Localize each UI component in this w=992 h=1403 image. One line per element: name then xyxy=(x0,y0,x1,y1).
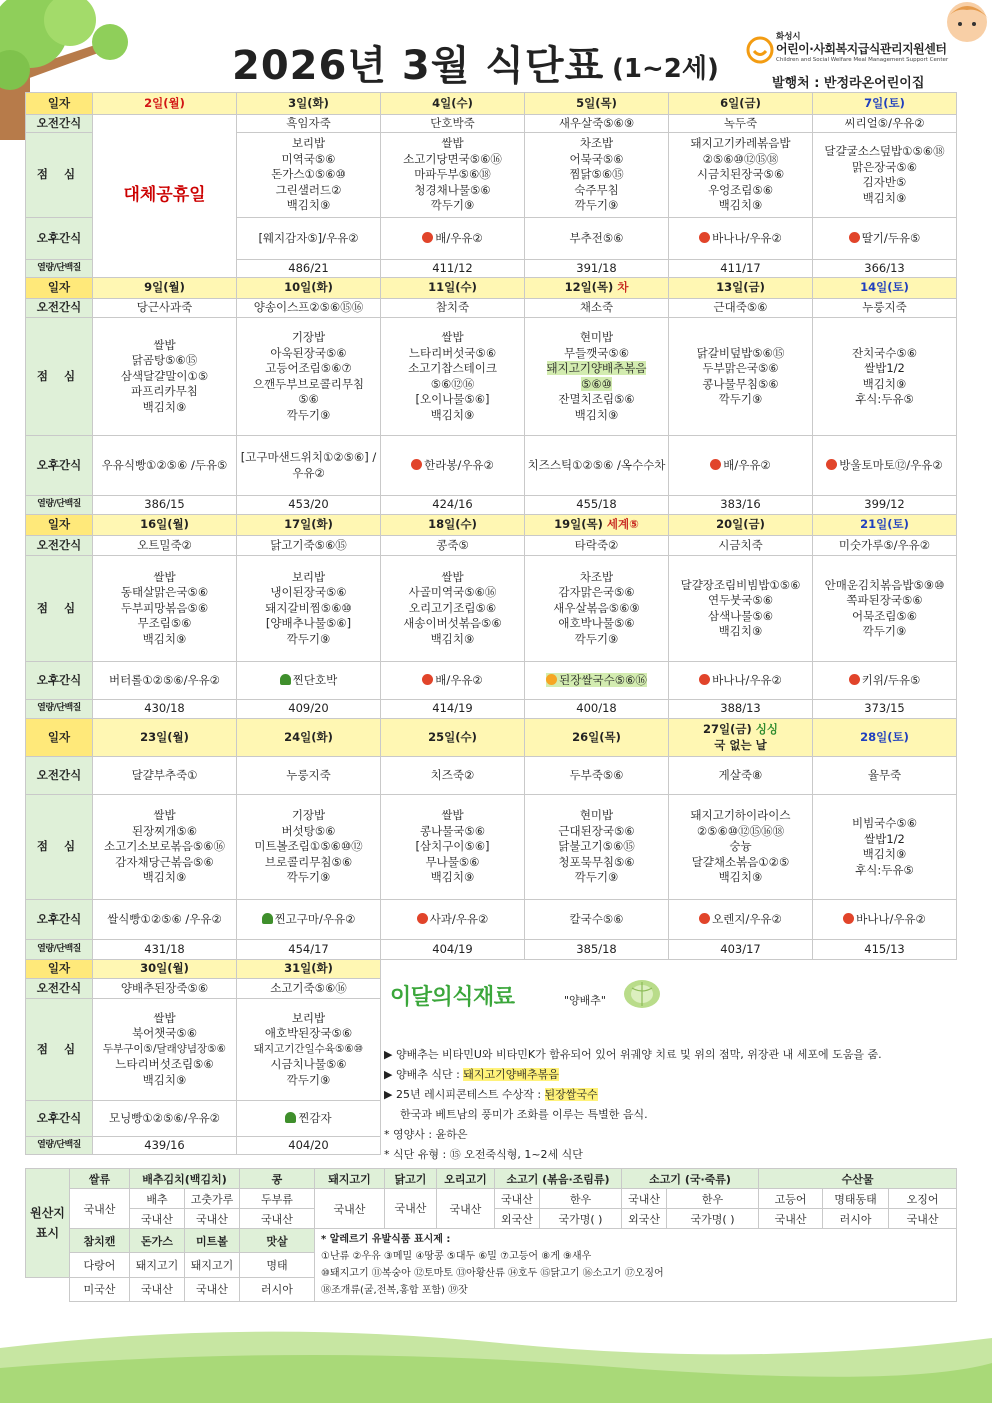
date-cell: 24일(화) xyxy=(237,719,381,757)
origin-sub: 고춧가루 xyxy=(185,1189,240,1209)
date-label: 일자 xyxy=(26,93,93,115)
origin-header: 배추김치(백김치) xyxy=(130,1169,240,1189)
origin-header: 소고기 (국·죽류) xyxy=(622,1169,759,1189)
date-row xyxy=(26,278,957,299)
origin-sub: 오징어 xyxy=(889,1189,957,1209)
kcal-cell: 486/21 xyxy=(237,260,381,278)
pm-snack-cell: 찐감자 xyxy=(237,1101,381,1137)
origin-value: 외국산 xyxy=(495,1209,540,1229)
date-row xyxy=(26,515,957,536)
org-english-name: Children and Social Welfare Meal Management Support Center xyxy=(776,57,949,63)
origin-sub: 고등어 xyxy=(759,1189,823,1209)
pm-snack-cell: 배/우유② xyxy=(381,662,525,700)
kcal-cell: 415/13 xyxy=(813,940,957,960)
am-snack-cell: 콩죽⑤ xyxy=(381,536,525,556)
origin-value: 국내산 xyxy=(240,1209,315,1229)
lunch-cell: 보리밥 냉이된장국⑤⑥ 돼지갈비찜⑤⑥⑩ [양배추나물⑤⑥] 깍두기⑨ xyxy=(237,556,381,662)
origin-sub: 두부류 xyxy=(240,1189,315,1209)
fruit-icon xyxy=(699,913,710,924)
lunch-row xyxy=(26,795,957,900)
origin-value: 미국산 xyxy=(70,1277,130,1301)
holiday-text: 대체공휴일 xyxy=(123,184,206,205)
lunch-cell: 돼지고기카레볶음밥 ②⑤⑥⑩⑫⑮⑱ 시금치된장국⑤⑥ 우엉조림⑤⑥ 백김치⑨ xyxy=(669,133,813,218)
date-cell: 16일(월) xyxy=(93,515,237,536)
lunch-cell: 쌀밥 느타리버섯국⑤⑥ 소고기찹스테이크 ⑤⑥⑫⑯ [오이나물⑤⑥] 백김치⑨ xyxy=(381,318,525,436)
date-cell: 21일(토) xyxy=(813,515,957,536)
date-cell: 10일(화) xyxy=(237,278,381,299)
am-snack-cell: 닭고기죽⑤⑥⑮ xyxy=(237,536,381,556)
origin-value: 국내산 xyxy=(315,1189,385,1229)
lunch-label: 점 심 xyxy=(26,556,93,662)
date-cell: 14일(토) xyxy=(813,278,957,299)
recipe-desc: 한국과 베트남의 풍미가 조화를 이루는 특별한 음식. xyxy=(400,1108,648,1121)
origin-value: 국내산 xyxy=(759,1209,823,1229)
origin-header-row xyxy=(26,1229,957,1253)
origin-value: 한우 xyxy=(667,1189,759,1209)
lunch-row xyxy=(26,318,957,436)
origin-value: 국내산 xyxy=(130,1277,185,1301)
pm-snack-cell: 치즈스틱①②⑤⑥ /옥수수차 xyxy=(525,436,669,496)
am-snack-label: 오전간식 xyxy=(26,979,93,999)
pm-snack-cell: 쌀식빵①②⑤⑥ /우유② xyxy=(93,900,237,940)
am-snack-label: 오전간식 xyxy=(26,115,93,133)
holiday-cell xyxy=(93,115,237,278)
kcal-cell: 388/13 xyxy=(669,700,813,719)
origin-header: 쌀류 xyxy=(70,1169,130,1189)
pm-snack-cell: 방울토마토⑫/우유② xyxy=(813,436,957,496)
day-event-tag: 세계⑤ xyxy=(606,517,639,532)
kcal-row xyxy=(26,940,957,960)
day-event-tag: 차 xyxy=(617,280,629,295)
origin-sub: 배추 xyxy=(130,1189,185,1209)
lunch-cell: 차조밥 어묵국⑤⑥ 찜닭⑤⑥⑮ 숙주무침 깍두기⑨ xyxy=(525,133,669,218)
fruit-icon xyxy=(826,459,837,470)
pm-snack-label: 오후간식 xyxy=(26,218,93,260)
grass-decoration xyxy=(0,1308,992,1403)
lunch-label: 점 심 xyxy=(26,999,93,1101)
kcal-cell: 439/16 xyxy=(93,1137,237,1155)
origin-value: 국가명( ) xyxy=(540,1209,622,1229)
lunch-cell: 쌀밥 닭곰탕⑤⑥⑮ 삼색달걀말이①⑤ 파프리카무침 백김치⑨ xyxy=(93,318,237,436)
am-snack-cell: 참치죽 xyxy=(381,299,525,318)
recipe-award-icon xyxy=(546,674,557,685)
lunch-cell: 쌀밥 콩나물국⑤⑥ [삼치구이⑤⑥] 무나물⑤⑥ 백김치⑨ xyxy=(381,795,525,900)
pm-snack-label: 오후간식 xyxy=(26,900,93,940)
pm-snack-cell: 배/우유② xyxy=(381,218,525,260)
ingredient-name: "양배추" xyxy=(564,994,606,1007)
no-soup-day: 국 없는 날 xyxy=(714,737,767,752)
lunch-label: 점 심 xyxy=(26,318,93,436)
origin-value: 러시아 xyxy=(240,1277,315,1301)
origin-value: 국내산 xyxy=(622,1189,667,1209)
kcal-cell: 411/17 xyxy=(669,260,813,278)
kcal-cell: 430/18 xyxy=(93,700,237,719)
date-label: 일자 xyxy=(26,278,93,299)
am-snack-cell: 녹두죽 xyxy=(669,115,813,133)
origin-header: 돈가스 xyxy=(130,1229,185,1253)
date-cell: 28일(토) xyxy=(813,719,957,757)
am-snack-cell: 치즈죽② xyxy=(381,757,525,795)
date-label: 일자 xyxy=(26,719,93,757)
am-snack-cell: 양송이스프②⑤⑥⑮⑯ xyxy=(237,299,381,318)
origin-header: 소고기 (볶음·조림류) xyxy=(495,1169,622,1189)
ingredient-menu: ▶ 양배추 식단 : 돼지고기양배추볶음 xyxy=(384,1068,559,1081)
origin-header: 돼지고기 xyxy=(315,1169,385,1189)
menu-type: * 식단 유형 : ⑮ 오전죽식형, 1~2세 식단 xyxy=(384,1148,583,1161)
kcal-cell: 386/15 xyxy=(93,496,237,515)
pm-snack-cell: 한라봉/우유② xyxy=(381,436,525,496)
date-cell: 6일(금) xyxy=(669,93,813,115)
lunch-cell: 돼지고기하이라이스 ②⑤⑥⑩⑫⑮⑯⑱ 숭늉 달걀채소볶음①②⑤ 백김치⑨ xyxy=(669,795,813,900)
pm-snack-row xyxy=(26,662,957,700)
date-row xyxy=(26,93,957,115)
org-logo-block xyxy=(746,30,961,72)
lunch-cell: 쌀밥 소고기당면국⑤⑥⑯ 마파두부⑤⑥⑱ 청경채나물⑤⑥ 깍두기⑨ xyxy=(381,133,525,218)
kcal-cell: 383/16 xyxy=(669,496,813,515)
am-snack-cell: 미숫가루⑤/우유② xyxy=(813,536,957,556)
origin-sub: 명태 xyxy=(240,1253,315,1277)
am-snack-label: 오전간식 xyxy=(26,536,93,556)
kcal-cell: 404/19 xyxy=(381,940,525,960)
kcal-cell: 366/13 xyxy=(813,260,957,278)
am-snack-label: 오전간식 xyxy=(26,757,93,795)
origin-header: 닭고기 xyxy=(385,1169,437,1189)
origin-header: 오리고기 xyxy=(437,1169,495,1189)
am-snack-cell: 양배추된장죽⑤⑥ xyxy=(93,979,237,999)
pm-snack-cell: 찐단호박 xyxy=(237,662,381,700)
pm-snack-cell: 사과/우유② xyxy=(381,900,525,940)
smile-logo-icon xyxy=(746,36,774,64)
kcal-row xyxy=(26,700,957,719)
pm-snack-cell: 칼국수⑤⑥ xyxy=(525,900,669,940)
lunch-cell: 기장밥 버섯탕⑤⑥ 미트볼조림①⑤⑥⑩⑫ 브로콜리무침⑤⑥ 깍두기⑨ xyxy=(237,795,381,900)
pm-snack-cell: 배/우유② xyxy=(669,436,813,496)
kcal-cell: 455/18 xyxy=(525,496,669,515)
kcal-cell: 414/19 xyxy=(381,700,525,719)
kcal-row xyxy=(26,496,957,515)
date-cell: 4일(수) xyxy=(381,93,525,115)
kcal-cell: 431/18 xyxy=(93,940,237,960)
pm-snack-cell: 우유식빵①②⑤⑥ /두유⑤ xyxy=(93,436,237,496)
pm-snack-cell: 딸기/두유⑤ xyxy=(813,218,957,260)
pm-snack-label: 오후간식 xyxy=(26,662,93,700)
date-cell: 20일(금) xyxy=(669,515,813,536)
pm-snack-cell: 된장쌀국수⑤⑥⑯ xyxy=(525,662,669,700)
lunch-cell: 비빔국수⑤⑥ 쌀밥1/2 백김치⑨ 후식:두유⑤ xyxy=(813,795,957,900)
lunch-cell: 쌀밥 사골미역국⑤⑥⑯ 오리고기조림⑤⑥ 새송이버섯볶음⑤⑥ 백김치⑨ xyxy=(381,556,525,662)
fruit-icon xyxy=(710,459,721,470)
lunch-cell: 쌀밥 된장찌개⑤⑥ 소고기소보로볶음⑤⑥⑯ 감자채당근볶음⑤⑥ 백김치⑨ xyxy=(93,795,237,900)
kcal-cell: 409/20 xyxy=(237,700,381,719)
origin-sub: 돼지고기 xyxy=(130,1253,185,1277)
pm-snack-cell: 모닝빵①②⑤⑥/우유② xyxy=(93,1101,237,1137)
kcal-cell: 373/15 xyxy=(813,700,957,719)
am-snack-cell: 달걀부추죽① xyxy=(93,757,237,795)
org-name: 어린이·사회복지급식관리지원센터 xyxy=(776,42,947,56)
page-title: 2026년 3월 식단표 xyxy=(232,43,605,89)
publisher: 발행처 : 반정라온어린이집 xyxy=(772,76,925,91)
origin-row xyxy=(26,1189,957,1209)
pm-snack-label: 오후간식 xyxy=(26,436,93,496)
date-cell: 12일(목) 차 xyxy=(525,278,669,299)
pm-snack-cell: 찐고구마/우유② xyxy=(237,900,381,940)
ingredient-title: 이달의식재료 xyxy=(390,985,515,1010)
date-cell: 17일(화) xyxy=(237,515,381,536)
date-cell: 23일(월) xyxy=(93,719,237,757)
am-snack-cell: 씨리얼⑤/우유② xyxy=(813,115,957,133)
pm-snack-row xyxy=(26,900,957,940)
fruit-icon xyxy=(699,674,710,685)
cabbage-icon xyxy=(622,976,662,1010)
lunch-cell: 쌀밥 동태살맑은국⑤⑥ 두부피망볶음⑤⑥ 무조림⑤⑥ 백김치⑨ xyxy=(93,556,237,662)
date-cell: 27일(금) 싱싱 국 없는 날 xyxy=(669,719,813,757)
lunch-label: 점 심 xyxy=(26,133,93,218)
am-snack-cell: 새우살죽⑤⑥⑨ xyxy=(525,115,669,133)
am-snack-cell: 흑임자죽 xyxy=(237,115,381,133)
ingredient-desc: ▶ 양배추는 비타민U와 비타민K가 함유되어 있어 위궤양 치료 및 위의 점막, 위장관 내 세포에 도움을 줌. xyxy=(384,1048,882,1061)
pm-snack-row xyxy=(26,436,957,496)
day-event-tag: 싱싱 xyxy=(755,722,778,736)
date-cell: 26일(목) xyxy=(525,719,669,757)
am-snack-row xyxy=(26,757,957,795)
lunch-cell: 잔치국수⑤⑥ 쌀밥1/2 백김치⑨ 후식:두유⑤ xyxy=(813,318,957,436)
am-snack-label: 오전간식 xyxy=(26,299,93,318)
lunch-label: 점 심 xyxy=(26,795,93,900)
pm-snack-cell: 바나나/우유② xyxy=(813,900,957,940)
kcal-label: 열량/단백질 xyxy=(26,940,93,960)
date-cell: 18일(수) xyxy=(381,515,525,536)
kcal-cell: 403/17 xyxy=(669,940,813,960)
am-snack-cell: 시금치죽 xyxy=(669,536,813,556)
ingredient-of-month xyxy=(384,968,956,1168)
pm-snack-cell: 바나나/우유② xyxy=(669,662,813,700)
am-snack-cell: 누룽지죽 xyxy=(813,299,957,318)
date-cell: 19일(목) 세계⑤ xyxy=(525,515,669,536)
kcal-cell: 400/18 xyxy=(525,700,669,719)
date-cell: 7일(토) xyxy=(813,93,957,115)
date-label: 일자 xyxy=(26,515,93,536)
am-snack-row xyxy=(26,299,957,318)
pm-snack-label: 오후간식 xyxy=(26,1101,93,1137)
pm-snack-cell: 키위/두유⑤ xyxy=(813,662,957,700)
origin-value: 국내산 xyxy=(70,1189,130,1229)
origin-value: 한우 xyxy=(540,1189,622,1209)
lunch-cell: 안매운김치볶음밥⑤⑨⑩ 쪽파된장국⑤⑥ 어묵조림⑤⑥ 깍두기⑨ xyxy=(813,556,957,662)
date-row xyxy=(26,719,957,757)
kcal-cell: 399/12 xyxy=(813,496,957,515)
am-snack-cell: 근대죽⑤⑥ xyxy=(669,299,813,318)
date-cell: 25일(수) xyxy=(381,719,525,757)
org-city: 화성시 xyxy=(776,32,801,42)
am-snack-cell: 게살죽⑧ xyxy=(669,757,813,795)
origin-value: 외국산 xyxy=(622,1209,667,1229)
origin-value: 국내산 xyxy=(495,1189,540,1209)
date-cell: 30일(월) xyxy=(93,960,237,979)
origin-header-row xyxy=(26,1169,957,1189)
fruit-icon xyxy=(849,674,860,685)
fruit-icon xyxy=(849,232,860,243)
am-snack-cell: 오트밀죽② xyxy=(93,536,237,556)
origin-sub: 명태동태 xyxy=(823,1189,889,1209)
date-cell: 11일(수) xyxy=(381,278,525,299)
kcal-cell: 385/18 xyxy=(525,940,669,960)
kcal-cell: 391/18 xyxy=(525,260,669,278)
origin-header: 콩 xyxy=(240,1169,315,1189)
date-label: 일자 xyxy=(26,960,93,979)
pm-snack-cell: 바나나/우유② xyxy=(669,218,813,260)
origin-value: 러시아 xyxy=(823,1209,889,1229)
lunch-row xyxy=(26,556,957,662)
kcal-label: 열량/단백질 xyxy=(26,496,93,515)
am-snack-cell: 당근사과죽 xyxy=(93,299,237,318)
pm-snack-cell: 오렌지/우유② xyxy=(669,900,813,940)
fruit-icon xyxy=(417,913,428,924)
fruit-icon xyxy=(422,232,433,243)
date-cell: 13일(금) xyxy=(669,278,813,299)
origin-header: 참치캔 xyxy=(70,1229,130,1253)
kcal-cell: 411/12 xyxy=(381,260,525,278)
kcal-label: 열량/단백질 xyxy=(26,260,93,278)
lunch-cell: 현미밥 근대된장국⑤⑥ 닭불고기⑤⑥⑮ 청포묵무침⑤⑥ 깍두기⑨ xyxy=(525,795,669,900)
origin-value: 국내산 xyxy=(437,1189,495,1229)
origin-value: 국내산 xyxy=(185,1209,240,1229)
lunch-cell: 달걀장조림비빔밥①⑤⑥ 연두붓국⑤⑥ 삼색나물⑤⑥ 백김치⑨ xyxy=(669,556,813,662)
lunch-cell: 보리밥 애호박된장국⑤⑥ 돼지고기간일수육⑤⑥⑩ 시금치나물⑤⑥ 깍두기⑨ xyxy=(237,999,381,1101)
recipe-contest: ▶ 25년 레시피콘테스트 수상작 : 된장쌀국수 xyxy=(384,1088,598,1101)
lunch-cell: 닭갈비덮밥⑤⑥⑮ 두부맑은국⑤⑥ 콩나물무침⑤⑥ 깍두기⑨ xyxy=(669,318,813,436)
origin-value: 국내산 xyxy=(889,1209,957,1229)
date-cell: 2일(월) xyxy=(93,93,237,115)
broccoli-icon xyxy=(280,674,291,685)
am-snack-cell: 채소죽 xyxy=(525,299,669,318)
pm-snack-cell: [웨지감자⑤]/우유② xyxy=(237,218,381,260)
origin-label: 원산지 표시 xyxy=(26,1169,70,1278)
date-cell: 5일(목) xyxy=(525,93,669,115)
lunch-cell: 보리밥 미역국⑤⑥ 돈가스①⑤⑥⑩ 그린샐러드② 백김치⑨ xyxy=(237,133,381,218)
broccoli-icon xyxy=(285,1112,296,1123)
pm-snack-cell: [고구마샌드위치①②⑤⑥] /우유② xyxy=(237,436,381,496)
lunch-cell: 쌀밥 북어챗국⑤⑥ 두부구이⑤/달래양념장⑤⑥ 느타리버섯조림⑤⑥ 백김치⑨ xyxy=(93,999,237,1101)
origin-header: 미트볼 xyxy=(185,1229,240,1253)
date-cell: 3일(화) xyxy=(237,93,381,115)
date-cell: 9일(월) xyxy=(93,278,237,299)
broccoli-icon xyxy=(262,913,273,924)
fruit-icon xyxy=(411,459,422,470)
kcal-cell: 424/16 xyxy=(381,496,525,515)
am-snack-row xyxy=(26,536,957,556)
lunch-cell: 달걀굴소스덮밥①⑤⑥⑱ 맑은장국⑤⑥ 김자반⑤ 백김치⑨ xyxy=(813,133,957,218)
am-snack-cell: 단호박죽 xyxy=(381,115,525,133)
allergy-notice: * 알레르기 유발식품 표시제 : ①난류 ②우유 ③메밀 ④땅콩 ⑤대두 ⑥밀 ⑦고등어 ⑧게 ⑨새우 ⑩돼지고기 ⑪복숭아 ⑫토마토 ⑬아황산류 ⑭호두 ⑮닭고기 ⑯소고기 ⑰오징어 ⑱조개류(굴,전복,홍합 포함) ⑲잣 xyxy=(315,1229,957,1302)
origin-header: 맛살 xyxy=(240,1229,315,1253)
origin-value: 국내산 xyxy=(185,1277,240,1301)
am-snack-cell: 두부죽⑤⑥ xyxy=(525,757,669,795)
origin-header: 수산물 xyxy=(759,1169,957,1189)
kcal-label: 열량/단백질 xyxy=(26,700,93,719)
fruit-icon xyxy=(843,913,854,924)
kcal-cell: 453/20 xyxy=(237,496,381,515)
lunch-cell: 기장밥 아욱된장국⑤⑥ 고등어조림⑤⑥⑦ 으깬두부브로콜리무침 ⑤⑥ 깍두기⑨ xyxy=(237,318,381,436)
kcal-label: 열량/단백질 xyxy=(26,1137,93,1155)
lunch-cell: 차조밥 감자맑은국⑤⑥ 새우살볶음⑤⑥⑨ 애호박나물⑤⑥ 깍두기⑨ xyxy=(525,556,669,662)
am-snack-cell: 누룽지죽 xyxy=(237,757,381,795)
origin-value: 국가명( ) xyxy=(667,1209,759,1229)
origin-table xyxy=(25,1168,957,1302)
am-snack-cell: 타락죽② xyxy=(525,536,669,556)
am-snack-cell: 소고기죽⑤⑥⑯ xyxy=(237,979,381,999)
kcal-cell: 404/20 xyxy=(237,1137,381,1155)
origin-sub: 다랑어 xyxy=(70,1253,130,1277)
dietitian: * 영양사 : 윤하은 xyxy=(384,1128,468,1141)
lunch-cell: 현미밥 무들깻국⑤⑥ 돼지고기양배추볶음 ⑤⑥⑩ 잔멸치조림⑤⑥ 백김치⑨ xyxy=(525,318,669,436)
kcal-cell: 454/17 xyxy=(237,940,381,960)
fruit-icon xyxy=(422,674,433,685)
age-group: (1~2세) xyxy=(612,54,719,84)
date-cell: 31일(화) xyxy=(237,960,381,979)
origin-value: 국내산 xyxy=(130,1209,185,1229)
fruit-icon xyxy=(699,232,710,243)
origin-value: 국내산 xyxy=(385,1189,437,1229)
origin-sub: 돼지고기 xyxy=(185,1253,240,1277)
pm-snack-cell: 버터롤①②⑤⑥/우유② xyxy=(93,662,237,700)
am-snack-row xyxy=(26,115,957,133)
am-snack-cell: 율무죽 xyxy=(813,757,957,795)
pm-snack-cell: 부추전⑤⑥ xyxy=(525,218,669,260)
